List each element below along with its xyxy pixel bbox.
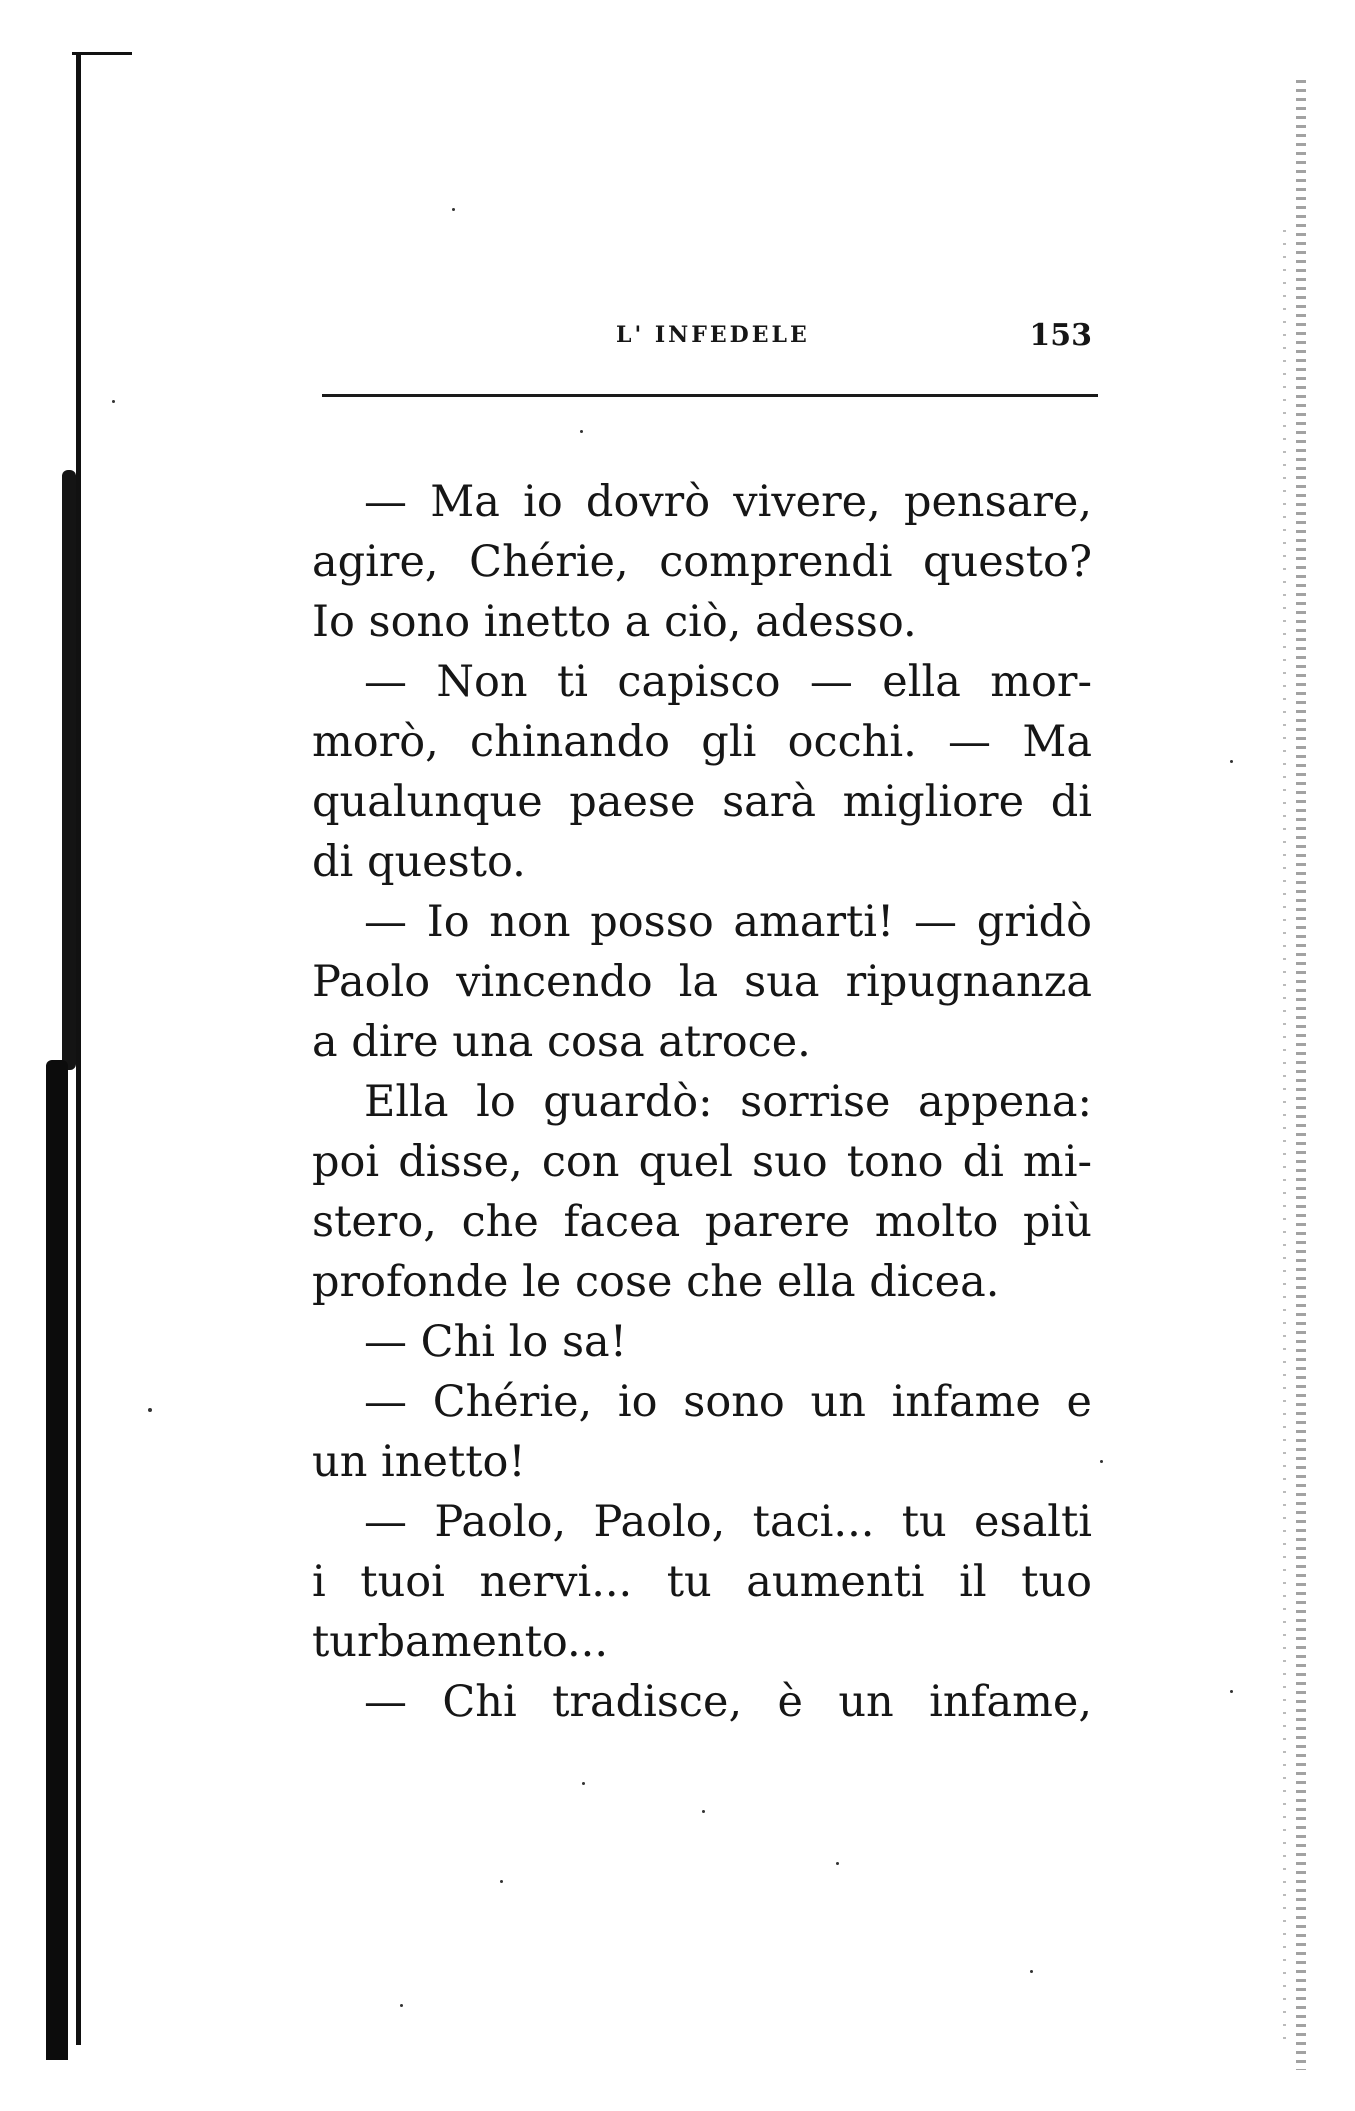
scan-speck [1230, 1690, 1233, 1693]
running-header [320, 318, 1100, 358]
text-line: qualunque paese sarà migliore di [312, 777, 1092, 827]
binding-shadow-lower [46, 1060, 68, 2060]
scan-speck [582, 1782, 585, 1785]
binding-shadow-upper [62, 470, 76, 1070]
page-edge-right-inner [1283, 230, 1286, 2050]
scan-speck [452, 208, 455, 211]
scan-speck [836, 1862, 839, 1865]
scan-speck [148, 1408, 152, 1412]
text-line: — Chi lo sa! [364, 1317, 627, 1367]
page-number: 153 [1029, 318, 1092, 353]
header-rule [322, 394, 1098, 397]
text-line: Paolo vincendo la sua ripugnanza [312, 957, 1092, 1007]
text-line: Io sono inetto a ciò, adesso. [312, 597, 917, 647]
scan-speck [112, 400, 115, 403]
text-line: morò, chinando gli occhi. — Ma [312, 717, 1092, 767]
text-line: poi disse, con quel suo tono di mi- [312, 1137, 1092, 1187]
body-text [312, 472, 1092, 1732]
binding-edge [76, 55, 81, 2045]
text-line: stero, che facea parere molto più [312, 1197, 1092, 1247]
binding-edge-top [72, 52, 132, 55]
scan-speck [1100, 1460, 1103, 1463]
scan-speck [500, 1880, 503, 1883]
scan-speck [1030, 1970, 1033, 1973]
text-line: profonde le cose che ella dicea. [312, 1257, 1000, 1307]
text-line: i tuoi nervi... tu aumenti il tuo [312, 1557, 1092, 1607]
text-line: — Non ti capisco — ella mor- [364, 657, 1092, 707]
text-line: agire, Chérie, comprendi questo? [312, 537, 1092, 587]
scan-speck [400, 2004, 403, 2007]
text-line: — Chérie, io sono un infame e [364, 1377, 1092, 1427]
running-title: L' INFEDELE [616, 322, 810, 348]
page-edge-right [1296, 80, 1306, 2070]
text-line: — Ma io dovrò vivere, pensare, [364, 477, 1092, 527]
text-line: di questo. [312, 837, 526, 887]
text-line: — Chi tradisce, è un infame, [364, 1677, 1092, 1727]
text-line: — Paolo, Paolo, taci... tu esalti [364, 1497, 1092, 1547]
text-line: a dire una cosa atroce. [312, 1017, 811, 1067]
scan-speck [702, 1810, 705, 1813]
text-line: — Io non posso amarti! — gridò [364, 897, 1092, 947]
scan-speck [1230, 760, 1233, 763]
text-line: un inetto! [312, 1437, 526, 1487]
text-line: Ella lo guardò: sorrise appena: [364, 1077, 1092, 1127]
text-line: turbamento... [312, 1617, 609, 1667]
scan-speck [580, 430, 583, 433]
